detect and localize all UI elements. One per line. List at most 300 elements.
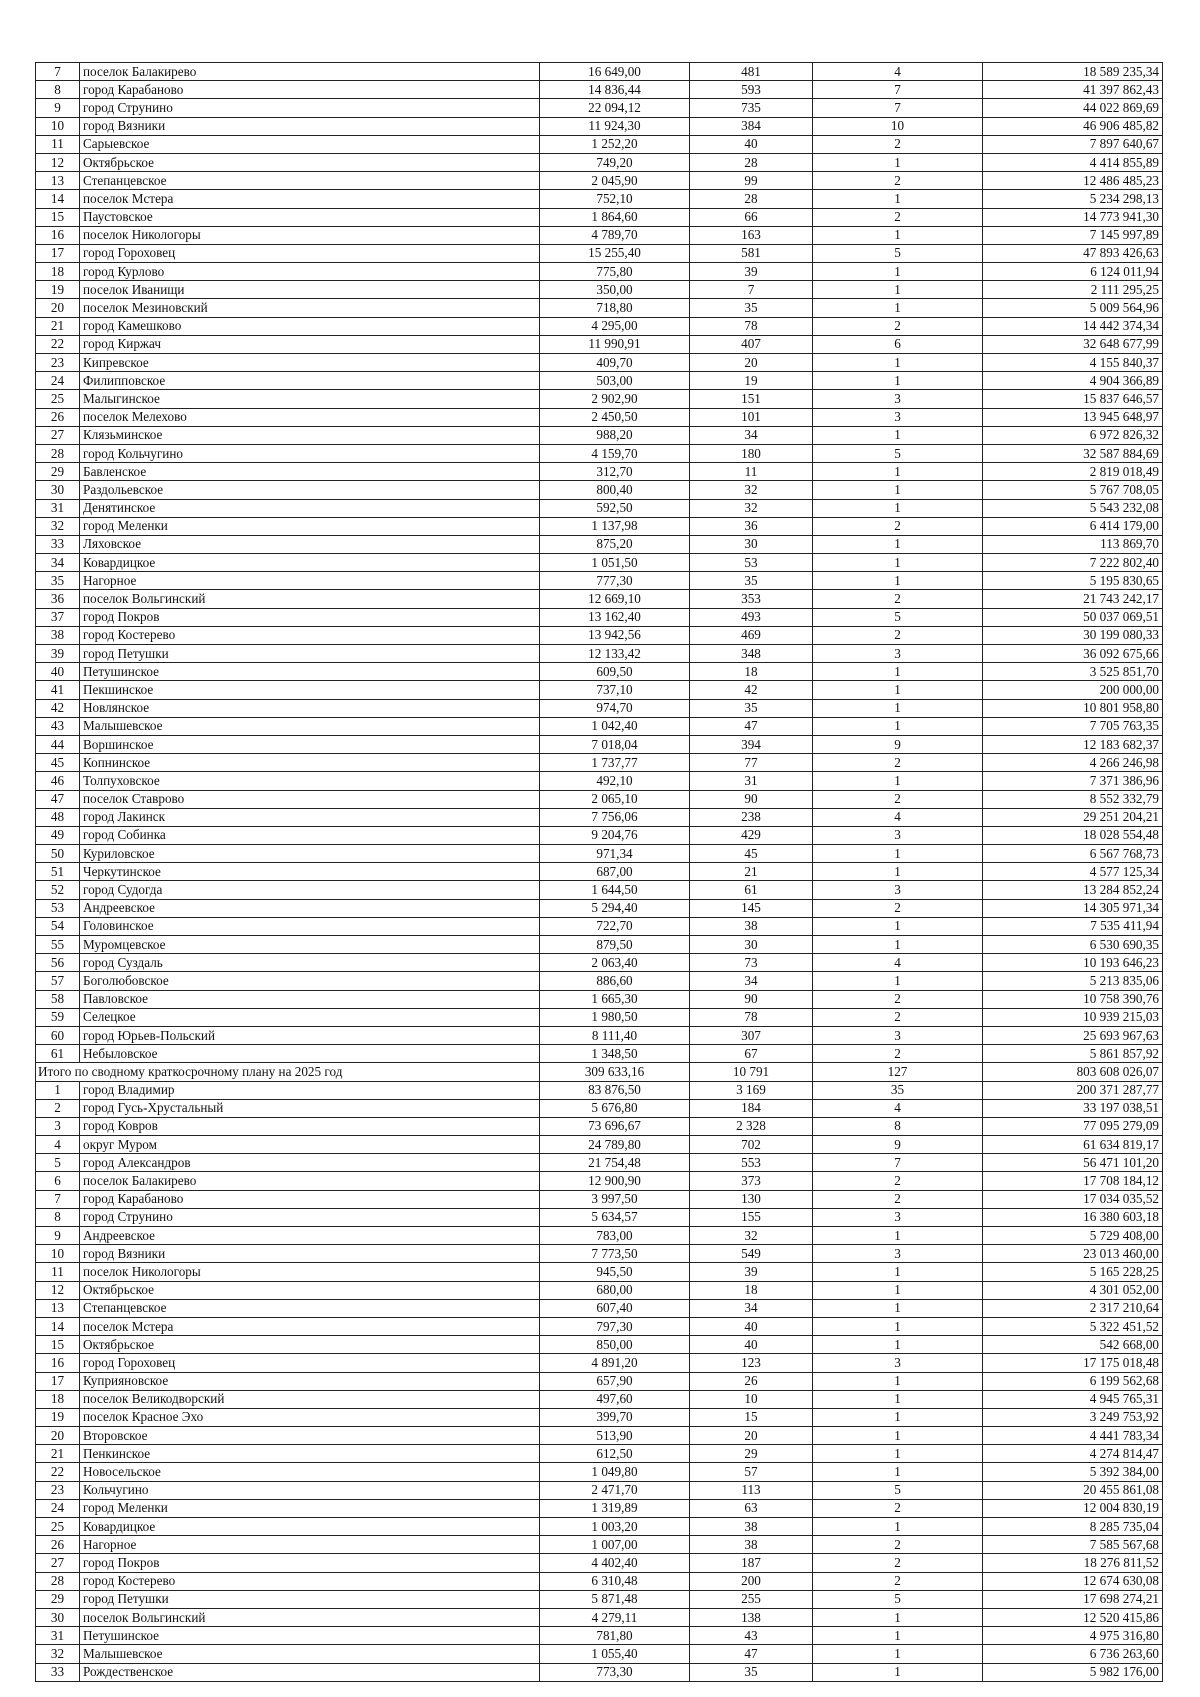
row-count: 1 bbox=[813, 1663, 983, 1681]
row-residents: 63 bbox=[690, 1499, 813, 1517]
row-area: 1 051,50 bbox=[540, 554, 690, 572]
row-cost: 4 904 366,89 bbox=[983, 372, 1163, 390]
row-number: 27 bbox=[36, 1554, 80, 1572]
row-settlement-name: Филипповское bbox=[80, 372, 540, 390]
row-cost: 23 013 460,00 bbox=[983, 1245, 1163, 1263]
row-count: 3 bbox=[813, 826, 983, 844]
row-count: 1 bbox=[813, 1608, 983, 1626]
row-residents: 200 bbox=[690, 1572, 813, 1590]
row-count: 2 bbox=[813, 317, 983, 335]
row-count: 1 bbox=[813, 699, 983, 717]
table-row bbox=[36, 408, 1163, 426]
row-cost: 50 037 069,51 bbox=[983, 608, 1163, 626]
row-area: 749,20 bbox=[540, 153, 690, 171]
row-cost: 29 251 204,21 bbox=[983, 808, 1163, 826]
table-row bbox=[36, 972, 1163, 990]
row-count: 1 bbox=[813, 681, 983, 699]
row-cost: 4 577 125,34 bbox=[983, 863, 1163, 881]
row-count: 4 bbox=[813, 808, 983, 826]
row-count: 1 bbox=[813, 772, 983, 790]
row-area: 2 471,70 bbox=[540, 1481, 690, 1499]
table-row bbox=[36, 1117, 1163, 1135]
row-count: 1 bbox=[813, 354, 983, 372]
row-settlement-name: Октябрьское bbox=[80, 1281, 540, 1299]
row-cost: 7 705 763,35 bbox=[983, 717, 1163, 735]
row-settlement-name: Денятинское bbox=[80, 499, 540, 517]
row-settlement-name: поселок Ставрово bbox=[80, 790, 540, 808]
row-cost: 4 414 855,89 bbox=[983, 153, 1163, 171]
row-count: 4 bbox=[813, 63, 983, 81]
table-row bbox=[36, 1208, 1163, 1226]
row-number: 28 bbox=[36, 444, 80, 462]
row-settlement-name: Боголюбовское bbox=[80, 972, 540, 990]
row-residents: 53 bbox=[690, 554, 813, 572]
row-count: 5 bbox=[813, 1481, 983, 1499]
row-settlement-name: город Курлово bbox=[80, 263, 540, 281]
row-number: 28 bbox=[36, 1572, 80, 1590]
row-number: 35 bbox=[36, 572, 80, 590]
row-cost: 16 380 603,18 bbox=[983, 1208, 1163, 1226]
row-cost: 13 945 648,97 bbox=[983, 408, 1163, 426]
row-settlement-name: Нагорное bbox=[80, 1536, 540, 1554]
row-settlement-name: поселок Красное Эхо bbox=[80, 1408, 540, 1426]
total-cost: 803 608 026,07 bbox=[983, 1063, 1163, 1081]
row-count: 1 bbox=[813, 554, 983, 572]
row-number: 5 bbox=[36, 1154, 80, 1172]
row-count: 3 bbox=[813, 1245, 983, 1263]
row-cost: 8 552 332,79 bbox=[983, 790, 1163, 808]
row-settlement-name: город Покров bbox=[80, 608, 540, 626]
row-cost: 2 317 210,64 bbox=[983, 1299, 1163, 1317]
row-count: 2 bbox=[813, 517, 983, 535]
row-cost: 14 442 374,34 bbox=[983, 317, 1163, 335]
row-residents: 77 bbox=[690, 754, 813, 772]
row-area: 773,30 bbox=[540, 1663, 690, 1681]
row-area: 2 065,10 bbox=[540, 790, 690, 808]
row-residents: 373 bbox=[690, 1172, 813, 1190]
row-number: 41 bbox=[36, 681, 80, 699]
row-count: 1 bbox=[813, 426, 983, 444]
row-settlement-name: город Юрьев-Польский bbox=[80, 1026, 540, 1044]
row-settlement-name: город Владимир bbox=[80, 1081, 540, 1099]
table-row bbox=[36, 299, 1163, 317]
row-settlement-name: город Лакинск bbox=[80, 808, 540, 826]
row-number: 18 bbox=[36, 1390, 80, 1408]
row-number: 4 bbox=[36, 1136, 80, 1154]
row-number: 23 bbox=[36, 354, 80, 372]
row-cost: 4 155 840,37 bbox=[983, 354, 1163, 372]
row-residents: 40 bbox=[690, 1317, 813, 1335]
row-area: 312,70 bbox=[540, 463, 690, 481]
row-area: 783,00 bbox=[540, 1227, 690, 1245]
table-row bbox=[36, 117, 1163, 135]
row-area: 657,90 bbox=[540, 1372, 690, 1390]
row-area: 752,10 bbox=[540, 190, 690, 208]
table-row bbox=[36, 354, 1163, 372]
row-area: 2 063,40 bbox=[540, 954, 690, 972]
row-area: 1 049,80 bbox=[540, 1463, 690, 1481]
row-residents: 3 169 bbox=[690, 1081, 813, 1099]
table-row bbox=[36, 590, 1163, 608]
row-settlement-name: Нагорное bbox=[80, 572, 540, 590]
row-count: 3 bbox=[813, 1208, 983, 1226]
row-cost: 113 869,70 bbox=[983, 535, 1163, 553]
row-settlement-name: поселок Вольгинский bbox=[80, 1608, 540, 1626]
row-number: 10 bbox=[36, 117, 80, 135]
row-residents: 35 bbox=[690, 572, 813, 590]
row-area: 1 644,50 bbox=[540, 881, 690, 899]
row-area: 2 902,90 bbox=[540, 390, 690, 408]
row-settlement-name: Степанцевское bbox=[80, 1299, 540, 1317]
row-count: 1 bbox=[813, 663, 983, 681]
row-settlement-name: Петушинское bbox=[80, 1627, 540, 1645]
row-count: 1 bbox=[813, 481, 983, 499]
table-row bbox=[36, 554, 1163, 572]
row-residents: 34 bbox=[690, 426, 813, 444]
row-count: 1 bbox=[813, 190, 983, 208]
row-settlement-name: город Карабаново bbox=[80, 1190, 540, 1208]
row-count: 10 bbox=[813, 117, 983, 135]
table-row bbox=[36, 135, 1163, 153]
row-residents: 32 bbox=[690, 1227, 813, 1245]
table-row bbox=[36, 1372, 1163, 1390]
row-area: 21 754,48 bbox=[540, 1154, 690, 1172]
row-area: 850,00 bbox=[540, 1336, 690, 1354]
table-row bbox=[36, 1099, 1163, 1117]
row-settlement-name: Малыгинское bbox=[80, 390, 540, 408]
row-count: 7 bbox=[813, 99, 983, 117]
row-settlement-name: поселок Никологоры bbox=[80, 226, 540, 244]
row-number: 57 bbox=[36, 972, 80, 990]
row-cost: 56 471 101,20 bbox=[983, 1154, 1163, 1172]
table-row bbox=[36, 81, 1163, 99]
row-count: 1 bbox=[813, 1463, 983, 1481]
table-row bbox=[36, 63, 1163, 81]
row-settlement-name: Кипревское bbox=[80, 354, 540, 372]
row-settlement-name: поселок Мелехово bbox=[80, 408, 540, 426]
row-settlement-name: Ляховское bbox=[80, 535, 540, 553]
row-area: 1 055,40 bbox=[540, 1645, 690, 1663]
row-residents: 18 bbox=[690, 1281, 813, 1299]
row-count: 1 bbox=[813, 153, 983, 171]
row-residents: 2 328 bbox=[690, 1117, 813, 1135]
row-residents: 36 bbox=[690, 517, 813, 535]
table-row bbox=[36, 426, 1163, 444]
table-row bbox=[36, 1008, 1163, 1026]
table-row bbox=[36, 1463, 1163, 1481]
table-row bbox=[36, 754, 1163, 772]
row-residents: 19 bbox=[690, 372, 813, 390]
row-residents: 238 bbox=[690, 808, 813, 826]
row-area: 775,80 bbox=[540, 263, 690, 281]
row-area: 7 773,50 bbox=[540, 1245, 690, 1263]
row-cost: 25 693 967,63 bbox=[983, 1026, 1163, 1044]
row-count: 7 bbox=[813, 81, 983, 99]
row-cost: 17 708 184,12 bbox=[983, 1172, 1163, 1190]
table-row bbox=[36, 1408, 1163, 1426]
row-cost: 6 124 011,94 bbox=[983, 263, 1163, 281]
row-count: 1 bbox=[813, 535, 983, 553]
row-cost: 61 634 819,17 bbox=[983, 1136, 1163, 1154]
row-settlement-name: Небыловское bbox=[80, 1045, 540, 1063]
row-area: 592,50 bbox=[540, 499, 690, 517]
row-settlement-name: Черкутинское bbox=[80, 863, 540, 881]
row-area: 971,34 bbox=[540, 845, 690, 863]
row-number: 26 bbox=[36, 1536, 80, 1554]
table-row bbox=[36, 845, 1163, 863]
row-number: 1 bbox=[36, 1081, 80, 1099]
row-settlement-name: Павловское bbox=[80, 990, 540, 1008]
row-residents: 553 bbox=[690, 1154, 813, 1172]
row-area: 4 159,70 bbox=[540, 444, 690, 462]
row-number: 6 bbox=[36, 1172, 80, 1190]
row-number: 11 bbox=[36, 1263, 80, 1281]
row-number: 29 bbox=[36, 463, 80, 481]
row-number: 43 bbox=[36, 717, 80, 735]
total-label: Итого по сводному краткосрочному плану на 2025 год bbox=[36, 1063, 540, 1081]
row-cost: 200 371 287,77 bbox=[983, 1081, 1163, 1099]
row-count: 1 bbox=[813, 717, 983, 735]
row-settlement-name: Пекшинское bbox=[80, 681, 540, 699]
row-number: 50 bbox=[36, 845, 80, 863]
row-area: 800,40 bbox=[540, 481, 690, 499]
row-residents: 47 bbox=[690, 1645, 813, 1663]
total-row bbox=[36, 1063, 1163, 1081]
row-cost: 46 906 485,82 bbox=[983, 117, 1163, 135]
row-count: 1 bbox=[813, 1427, 983, 1445]
row-number: 14 bbox=[36, 190, 80, 208]
row-cost: 6 567 768,73 bbox=[983, 845, 1163, 863]
row-count: 1 bbox=[813, 1317, 983, 1335]
row-cost: 4 266 246,98 bbox=[983, 754, 1163, 772]
row-settlement-name: поселок Вольгинский bbox=[80, 590, 540, 608]
row-count: 2 bbox=[813, 1554, 983, 1572]
table-row bbox=[36, 481, 1163, 499]
row-settlement-name: Куриловское bbox=[80, 845, 540, 863]
row-cost: 10 758 390,76 bbox=[983, 990, 1163, 1008]
row-settlement-name: поселок Балакирево bbox=[80, 63, 540, 81]
row-number: 56 bbox=[36, 954, 80, 972]
row-residents: 184 bbox=[690, 1099, 813, 1117]
row-number: 36 bbox=[36, 590, 80, 608]
table-row bbox=[36, 1281, 1163, 1299]
row-count: 2 bbox=[813, 1499, 983, 1517]
table-row bbox=[36, 681, 1163, 699]
row-count: 2 bbox=[813, 899, 983, 917]
row-cost: 6 736 263,60 bbox=[983, 1645, 1163, 1663]
row-cost: 17 034 035,52 bbox=[983, 1190, 1163, 1208]
row-count: 3 bbox=[813, 1354, 983, 1372]
row-area: 879,50 bbox=[540, 936, 690, 954]
row-number: 33 bbox=[36, 535, 80, 553]
row-settlement-name: город Судогда bbox=[80, 881, 540, 899]
table-row bbox=[36, 1627, 1163, 1645]
row-number: 44 bbox=[36, 735, 80, 753]
row-number: 32 bbox=[36, 1645, 80, 1663]
row-area: 886,60 bbox=[540, 972, 690, 990]
row-number: 49 bbox=[36, 826, 80, 844]
row-settlement-name: Рождественское bbox=[80, 1663, 540, 1681]
row-cost: 32 648 677,99 bbox=[983, 335, 1163, 353]
row-number: 21 bbox=[36, 1445, 80, 1463]
row-residents: 151 bbox=[690, 390, 813, 408]
row-cost: 44 022 869,69 bbox=[983, 99, 1163, 117]
row-settlement-name: Ковардицкое bbox=[80, 554, 540, 572]
row-number: 8 bbox=[36, 1208, 80, 1226]
row-area: 609,50 bbox=[540, 663, 690, 681]
row-area: 1 003,20 bbox=[540, 1518, 690, 1536]
table-row bbox=[36, 1390, 1163, 1408]
row-settlement-name: Андреевское bbox=[80, 899, 540, 917]
row-residents: 40 bbox=[690, 1336, 813, 1354]
row-area: 12 669,10 bbox=[540, 590, 690, 608]
table-row bbox=[36, 1136, 1163, 1154]
row-residents: 45 bbox=[690, 845, 813, 863]
row-residents: 38 bbox=[690, 1518, 813, 1536]
row-cost: 32 587 884,69 bbox=[983, 444, 1163, 462]
table-row bbox=[36, 1245, 1163, 1263]
row-cost: 18 276 811,52 bbox=[983, 1554, 1163, 1572]
row-number: 32 bbox=[36, 517, 80, 535]
row-count: 2 bbox=[813, 754, 983, 772]
row-number: 54 bbox=[36, 917, 80, 935]
row-residents: 35 bbox=[690, 1663, 813, 1681]
table-row bbox=[36, 1263, 1163, 1281]
table-row bbox=[36, 1336, 1163, 1354]
row-count: 1 bbox=[813, 263, 983, 281]
row-number: 17 bbox=[36, 244, 80, 262]
table-body-next bbox=[36, 1081, 1163, 1681]
row-count: 5 bbox=[813, 608, 983, 626]
row-cost: 3 525 851,70 bbox=[983, 663, 1163, 681]
table-row bbox=[36, 1645, 1163, 1663]
row-area: 513,90 bbox=[540, 1427, 690, 1445]
row-settlement-name: Андреевское bbox=[80, 1227, 540, 1245]
row-residents: 39 bbox=[690, 263, 813, 281]
row-count: 7 bbox=[813, 1154, 983, 1172]
row-cost: 15 837 646,57 bbox=[983, 390, 1163, 408]
table-row bbox=[36, 1045, 1163, 1063]
row-number: 31 bbox=[36, 499, 80, 517]
row-area: 4 789,70 bbox=[540, 226, 690, 244]
row-settlement-name: поселок Иванищи bbox=[80, 281, 540, 299]
table-row bbox=[36, 172, 1163, 190]
row-settlement-name: Головинское bbox=[80, 917, 540, 935]
row-settlement-name: Муромцевское bbox=[80, 936, 540, 954]
row-residents: 35 bbox=[690, 699, 813, 717]
row-count: 2 bbox=[813, 1190, 983, 1208]
row-count: 1 bbox=[813, 226, 983, 244]
row-settlement-name: город Суздаль bbox=[80, 954, 540, 972]
row-area: 1 348,50 bbox=[540, 1045, 690, 1063]
row-count: 1 bbox=[813, 1627, 983, 1645]
row-area: 4 402,40 bbox=[540, 1554, 690, 1572]
row-residents: 34 bbox=[690, 972, 813, 990]
row-cost: 17 698 274,21 bbox=[983, 1590, 1163, 1608]
row-number: 25 bbox=[36, 1518, 80, 1536]
row-number: 55 bbox=[36, 936, 80, 954]
table-row bbox=[36, 463, 1163, 481]
row-number: 30 bbox=[36, 1608, 80, 1626]
row-number: 39 bbox=[36, 645, 80, 663]
row-count: 1 bbox=[813, 1336, 983, 1354]
row-settlement-name: округ Муром bbox=[80, 1136, 540, 1154]
row-count: 5 bbox=[813, 244, 983, 262]
table-row bbox=[36, 1427, 1163, 1445]
row-area: 6 310,48 bbox=[540, 1572, 690, 1590]
table-body-section bbox=[36, 63, 1163, 1063]
row-residents: 255 bbox=[690, 1590, 813, 1608]
row-area: 14 836,44 bbox=[540, 81, 690, 99]
row-area: 974,70 bbox=[540, 699, 690, 717]
table-row bbox=[36, 936, 1163, 954]
row-area: 4 279,11 bbox=[540, 1608, 690, 1626]
row-count: 1 bbox=[813, 1518, 983, 1536]
row-settlement-name: Кольчугино bbox=[80, 1481, 540, 1499]
row-number: 9 bbox=[36, 1227, 80, 1245]
table-row bbox=[36, 1227, 1163, 1245]
row-settlement-name: Малышевское bbox=[80, 1645, 540, 1663]
row-cost: 5 165 228,25 bbox=[983, 1263, 1163, 1281]
row-settlement-name: город Кольчугино bbox=[80, 444, 540, 462]
row-residents: 11 bbox=[690, 463, 813, 481]
row-number: 12 bbox=[36, 153, 80, 171]
row-number: 48 bbox=[36, 808, 80, 826]
row-cost: 5 009 564,96 bbox=[983, 299, 1163, 317]
row-settlement-name: Новлянское bbox=[80, 699, 540, 717]
row-area: 409,70 bbox=[540, 354, 690, 372]
row-cost: 5 213 835,06 bbox=[983, 972, 1163, 990]
total-residents: 10 791 bbox=[690, 1063, 813, 1081]
row-cost: 4 301 052,00 bbox=[983, 1281, 1163, 1299]
row-residents: 78 bbox=[690, 1008, 813, 1026]
row-cost: 10 939 215,03 bbox=[983, 1008, 1163, 1026]
table-row bbox=[36, 1317, 1163, 1335]
table-row bbox=[36, 1026, 1163, 1044]
row-area: 7 018,04 bbox=[540, 735, 690, 753]
row-count: 1 bbox=[813, 1372, 983, 1390]
row-residents: 31 bbox=[690, 772, 813, 790]
row-count: 1 bbox=[813, 845, 983, 863]
row-number: 52 bbox=[36, 881, 80, 899]
table-row bbox=[36, 826, 1163, 844]
row-number: 14 bbox=[36, 1317, 80, 1335]
row-number: 15 bbox=[36, 1336, 80, 1354]
table-row bbox=[36, 790, 1163, 808]
row-cost: 5 543 232,08 bbox=[983, 499, 1163, 517]
row-area: 3 997,50 bbox=[540, 1190, 690, 1208]
row-cost: 5 322 451,52 bbox=[983, 1317, 1163, 1335]
row-cost: 5 392 384,00 bbox=[983, 1463, 1163, 1481]
row-residents: 32 bbox=[690, 499, 813, 517]
row-settlement-name: город Вязники bbox=[80, 117, 540, 135]
row-number: 47 bbox=[36, 790, 80, 808]
row-settlement-name: город Струнино bbox=[80, 1208, 540, 1226]
row-count: 2 bbox=[813, 790, 983, 808]
row-residents: 407 bbox=[690, 335, 813, 353]
row-settlement-name: Сарыевское bbox=[80, 135, 540, 153]
table-row bbox=[36, 281, 1163, 299]
row-area: 399,70 bbox=[540, 1408, 690, 1426]
table-body-total bbox=[36, 1063, 1163, 1081]
row-count: 3 bbox=[813, 1026, 983, 1044]
row-residents: 735 bbox=[690, 99, 813, 117]
row-count: 5 bbox=[813, 1590, 983, 1608]
row-number: 13 bbox=[36, 1299, 80, 1317]
row-residents: 90 bbox=[690, 990, 813, 1008]
row-cost: 6 972 826,32 bbox=[983, 426, 1163, 444]
row-residents: 57 bbox=[690, 1463, 813, 1481]
